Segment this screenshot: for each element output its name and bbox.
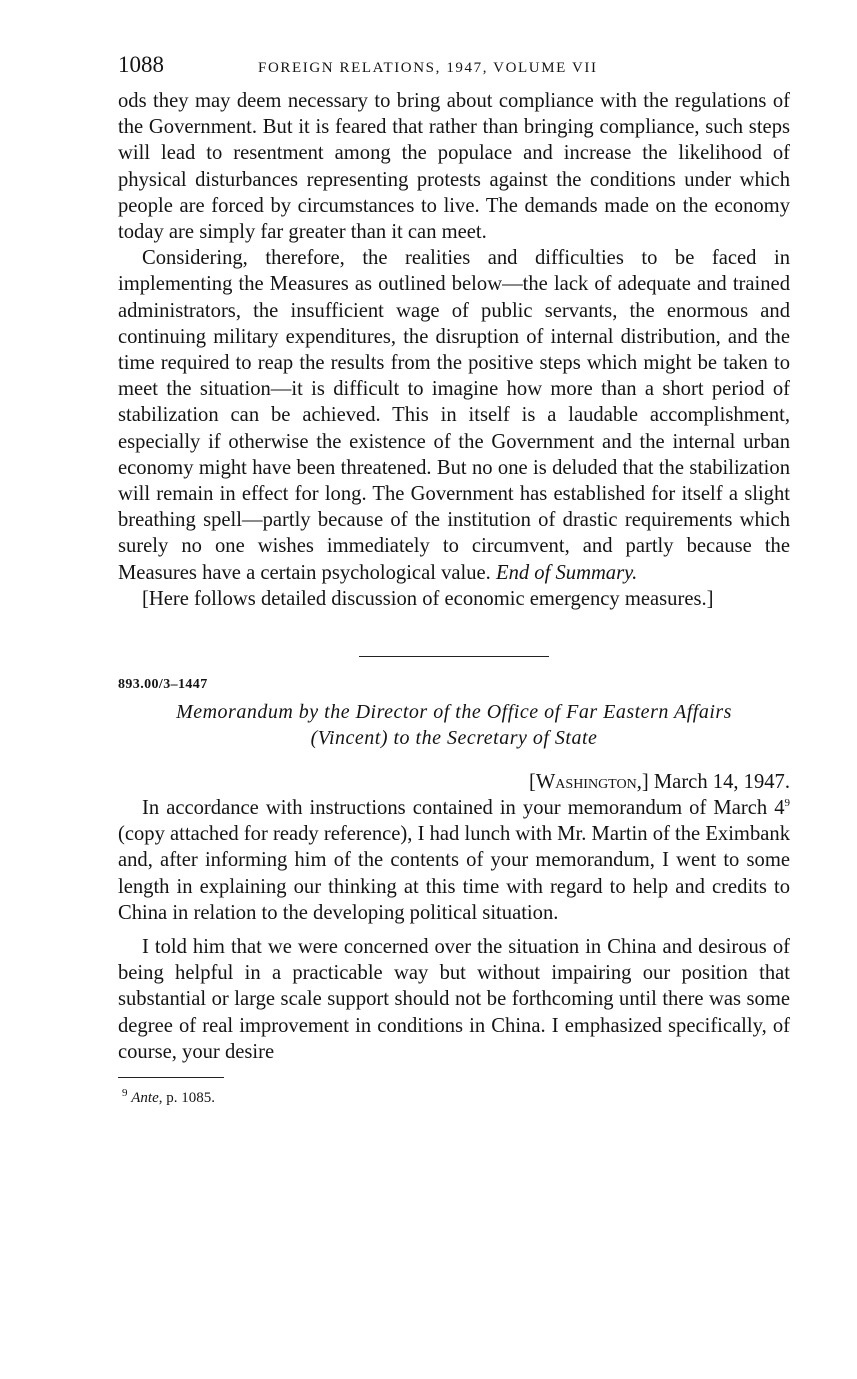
file-number: 893.00/3–1447 [118, 677, 208, 693]
memo-paragraph-2: I told him that we were concerned over the situation in China and desirous of being helpful in a practicable way but without impairing our position that substantial or large scale support should not be forthcoming until there was some degree of real improvement in conditions in China. I emphasized specifically, of course, your desire [118, 936, 790, 1063]
continued-paragraph: ods they may deem necessary to bring about compliance with the regulations of the Government. But it is feared that rather than bringing compliance, such steps will lead to resentment among the populace and increase the likelihood of physical disturbances representing protests against the conditions under which people are forced by circumstances to live. The demands made on the economy today are simply far greater than it can meet. [118, 90, 790, 244]
running-head: FOREIGN RELATIONS, 1947, VOLUME VII [258, 60, 598, 76]
end-of-summary: End of Summary. [495, 561, 638, 584]
document-page [118, 52, 790, 1107]
document-title [118, 699, 790, 751]
considering-paragraph [118, 245, 790, 586]
page-header [118, 52, 790, 88]
memo-paragraph-1-start: In accordance with instructions contained in your memorandum of March 4 [142, 797, 785, 820]
document-title-line-1: Memorandum by the Director of the Office of Far Eastern Affairs [176, 701, 732, 724]
footnote-ref: , p. 1085. [158, 1090, 215, 1107]
footnote [118, 1087, 790, 1107]
document-title-line-2: (Vincent) to the Secretary of State [310, 727, 598, 750]
considering-paragraph-text: Considering, therefore, the realities and difficulties to be faced in implementing the Measures as outlined below—the lack of adequate and trained administrators, the insufficient wage of public servants, the enormous and continuing military expenditures, the disruption of internal distribution, and the time required to reap the results from the positive steps which might be taken to meet the situation—it is difficult to imagine how more than a short period of stabilization can be achieved. This in itself is a laudable accomplishment, especially if otherwise the existence of the Government and the internal urban economy might have been threatened. But no one is deluded that the stabilization will remain in effect for long. The Government has established for itself a slight breathing spell—partly because of the institution of drastic requirements which surely no one wishes immediately to circumvent, and partly because the Measures have a certain psychological value. [118, 247, 790, 584]
page-number: 1088 [118, 52, 164, 77]
footnote-marker: 9 [122, 1087, 128, 1100]
footnote-ante: Ante [131, 1090, 159, 1107]
dateline-place: [Washington,] [529, 771, 649, 794]
memo-paragraph-1-rest: (copy attached for ready reference), I had lunch with Mr. Martin of the Eximbank and, after informing him of the contents of your memorandum, I went to some length in explaining our thinking at this time with regard to help and credits to China in relation to the developing political situation. [118, 823, 790, 924]
editorial-note: [Here follows detailed discussion of economic emergency measures.] [142, 587, 714, 610]
memo-paragraph-1 [118, 795, 790, 926]
footnote-reference: 9 [784, 797, 790, 810]
footnote-divider [118, 1077, 224, 1078]
dateline-date: March 14, 1947. [653, 771, 790, 794]
dateline [118, 769, 790, 795]
section-divider [359, 656, 549, 657]
